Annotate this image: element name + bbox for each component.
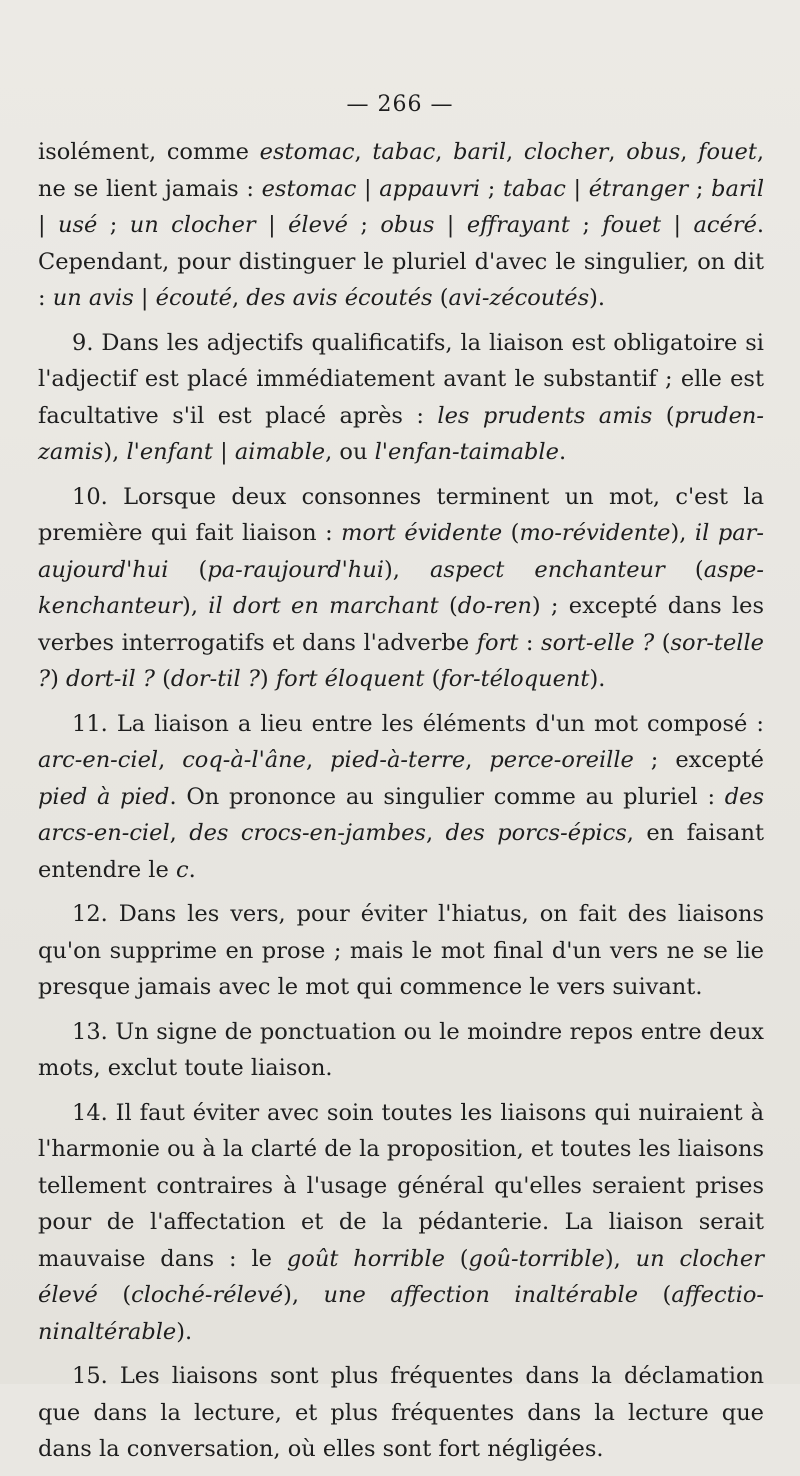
italic-text: aimable — [234, 439, 326, 465]
text-run: ( — [652, 402, 675, 429]
italic-text: fort éloquent — [275, 666, 425, 692]
paragraph — [38, 1014, 764, 1087]
text-run: , — [169, 820, 190, 846]
text-run: | — [661, 212, 694, 238]
text-run: ( — [664, 556, 704, 583]
page-number: — 266 — — [346, 92, 454, 117]
italic-text: goût horrible — [286, 1245, 445, 1272]
italic-text: coq-à-l'âne — [182, 747, 306, 773]
text-run: 13. Un signe de ponctuation ou le moindre repos entre deux mots, exclut toute liaison. — [38, 1018, 764, 1081]
text-run: ( — [438, 593, 458, 619]
text-run: 12. Dans les vers, pour éviter l'hiatus, on fait des liaisons qu'on supprime en prose ; mais le mot final d'un vers ne se lie presque jamais avec le mot qui commence le vers suivant. — [38, 901, 764, 1000]
text-run: isolément, comme — [38, 139, 260, 165]
italic-text: for-téloquent — [440, 666, 590, 692]
paragraph — [38, 1095, 764, 1351]
text-run: ). — [176, 1318, 193, 1345]
italic-text: baril — [453, 139, 507, 165]
text-run: ; excepté — [633, 747, 764, 773]
italic-text: il dort en marchant — [208, 593, 439, 619]
italic-text: une affection inaltérable — [323, 1282, 639, 1308]
text-run: ), — [283, 1282, 324, 1308]
text-run: 14. Il faut éviter avec soin toutes les liaisons qui nuiraient à l'harmonie ou à la clarté de la proposition, et toutes les liaisons tellement contraires à l'usage général qu'elles seraient prises pour de l'affectation et de la pédanterie. La liaison serait mauvaise dans : le — [38, 1099, 764, 1272]
italic-text: estomac — [261, 175, 357, 202]
text-run: , — [231, 285, 247, 311]
italic-text: sort-elle ? — [541, 629, 655, 656]
text-run: ( — [444, 1245, 469, 1272]
italic-text: un avis — [52, 285, 134, 311]
text-run: , — [680, 139, 699, 165]
text-run: | — [255, 212, 289, 238]
text-run: ( — [638, 1282, 672, 1308]
italic-text: effrayant — [466, 212, 570, 238]
text-run: , ou — [325, 439, 375, 465]
text-run: ), — [383, 556, 430, 583]
text-run: . On prononce au singulier comme au pluriel : — [169, 783, 725, 810]
italic-text: des arcs-en-ciel — [38, 783, 764, 846]
text-run: , ne se lient jamais : — [38, 139, 765, 202]
italic-text: pa-raujourd'hui — [207, 556, 384, 583]
text-run: | — [565, 175, 589, 202]
italic-text: dor-til ? — [170, 666, 260, 692]
italic-text: dort-il ? — [66, 666, 155, 692]
italic-text: des porcs-épics — [445, 820, 627, 846]
text-run: | — [133, 285, 156, 311]
text-run: ; — [347, 212, 381, 238]
italic-text: il par-aujourd'hui — [38, 520, 764, 583]
italic-text: avi-zécoutés — [448, 285, 590, 311]
italic-text: do-ren — [457, 593, 532, 619]
text-run: ), — [182, 593, 209, 619]
italic-text: fouet — [602, 212, 662, 238]
paragraph — [38, 896, 764, 1006]
italic-text: c — [175, 856, 189, 883]
text-run: ; — [480, 175, 503, 202]
text-run: | — [356, 175, 380, 202]
paragraph — [38, 1358, 764, 1468]
italic-text: affectio-ninaltérable — [38, 1282, 764, 1345]
italic-text: fouet — [698, 139, 757, 165]
italic-text: des avis écoutés — [246, 285, 433, 311]
text-run: ) ; excepté dans les verbes interrogatifs et dans l'adverbe — [38, 593, 764, 656]
italic-text: pied à pied — [38, 783, 170, 810]
text-run: ( — [432, 285, 449, 311]
text-run: ; — [97, 212, 130, 238]
italic-text: écouté — [155, 285, 232, 311]
text-run: ; — [688, 175, 712, 202]
text-run: 9. Dans les adjectifs qualificatifs, la liaison est obligatoire si l'adjectif est placé immédiatement avant le substantif ; elle est facultative s'il est placé après : — [38, 329, 764, 429]
text-run: , — [435, 139, 454, 165]
text-run: 11. La liaison a lieu entre les éléments d'un mot composé : — [72, 710, 764, 737]
text-run: ), — [670, 520, 695, 546]
text-run: , — [354, 139, 373, 165]
text-run: ) — [259, 666, 276, 692]
italic-text: les prudents amis — [437, 402, 653, 429]
text-run: | — [434, 212, 467, 238]
text-run: , — [305, 747, 331, 773]
text-run: | — [38, 212, 58, 238]
italic-text: des crocs-en-jambes — [189, 820, 426, 846]
italic-text: perce-oreille — [489, 747, 634, 773]
text-run: , — [425, 820, 446, 846]
text-run: , — [608, 139, 627, 165]
italic-text: aspect enchanteur — [429, 556, 665, 583]
italic-text: obus — [626, 139, 681, 165]
italic-text: sor-telle ? — [38, 629, 764, 692]
paragraph — [38, 706, 764, 889]
italic-text: mo-révidente — [519, 520, 671, 546]
italic-text: obus — [380, 212, 435, 238]
italic-text: tabac — [372, 139, 436, 165]
italic-text: estomac — [259, 139, 355, 165]
text-run: | — [212, 439, 235, 465]
italic-text: mort évidente — [341, 520, 503, 546]
text-run: ( — [502, 520, 520, 546]
italic-text: un clocher élevé — [38, 1245, 764, 1308]
text-run: ), — [103, 439, 127, 465]
text-run: ( — [168, 556, 208, 583]
italic-text: pruden-zamis — [38, 402, 764, 465]
paragraph — [38, 134, 764, 317]
italic-text: tabac — [502, 175, 566, 202]
text-run: 15. Les liaisons sont plus fréquentes dans la déclamation que dans la lecture, et plus fréquentes dans la lecture que dans la conversation, où elles sont fort négligées. — [38, 1363, 764, 1462]
italic-text: l'enfant — [126, 439, 213, 465]
italic-text: étranger — [588, 175, 689, 202]
text-run: . Cependant, pour distinguer le pluriel d'avec le singulier, on dit : — [38, 212, 765, 311]
text-run: ( — [154, 666, 171, 692]
italic-text: appauvri — [379, 175, 481, 202]
text-run: , — [465, 747, 490, 773]
italic-text: aspe-kenchanteur — [38, 556, 764, 619]
text-run: ( — [424, 666, 441, 692]
italic-text: usé — [58, 212, 98, 238]
text-run: . — [558, 439, 567, 465]
italic-text: élevé — [288, 212, 348, 238]
italic-text: clocher — [523, 139, 609, 165]
text-run: . — [188, 856, 196, 883]
italic-text: baril — [711, 175, 765, 202]
text-run: ) — [50, 666, 67, 692]
text-run: 10. Lorsque deux consonnes terminent un mot, c'est la première qui fait liaison : — [38, 483, 764, 546]
italic-text: goû-torrible — [468, 1245, 605, 1272]
text-run: ; — [569, 212, 603, 238]
paragraph — [38, 325, 764, 471]
text-run: , en faisant entendre le — [38, 820, 764, 883]
italic-text: pied-à-terre — [330, 747, 466, 773]
text-run: ( — [97, 1282, 132, 1308]
text-run: , — [158, 747, 183, 773]
paragraph — [38, 479, 764, 698]
text-run: ), — [604, 1245, 636, 1272]
text-run: : — [518, 629, 542, 656]
page-body — [38, 134, 764, 1476]
text-run: , — [506, 139, 524, 165]
italic-text: fort — [476, 629, 519, 656]
italic-text: un clocher — [129, 212, 256, 238]
text-run: ( — [654, 629, 671, 656]
text-run: ). — [589, 285, 606, 311]
italic-text: arc-en-ciel — [38, 747, 159, 773]
italic-text: l'enfan-taimable — [374, 439, 559, 465]
italic-text: acéré — [693, 212, 757, 238]
text-run: ). — [589, 666, 606, 692]
italic-text: cloché-rélevé — [131, 1282, 284, 1308]
